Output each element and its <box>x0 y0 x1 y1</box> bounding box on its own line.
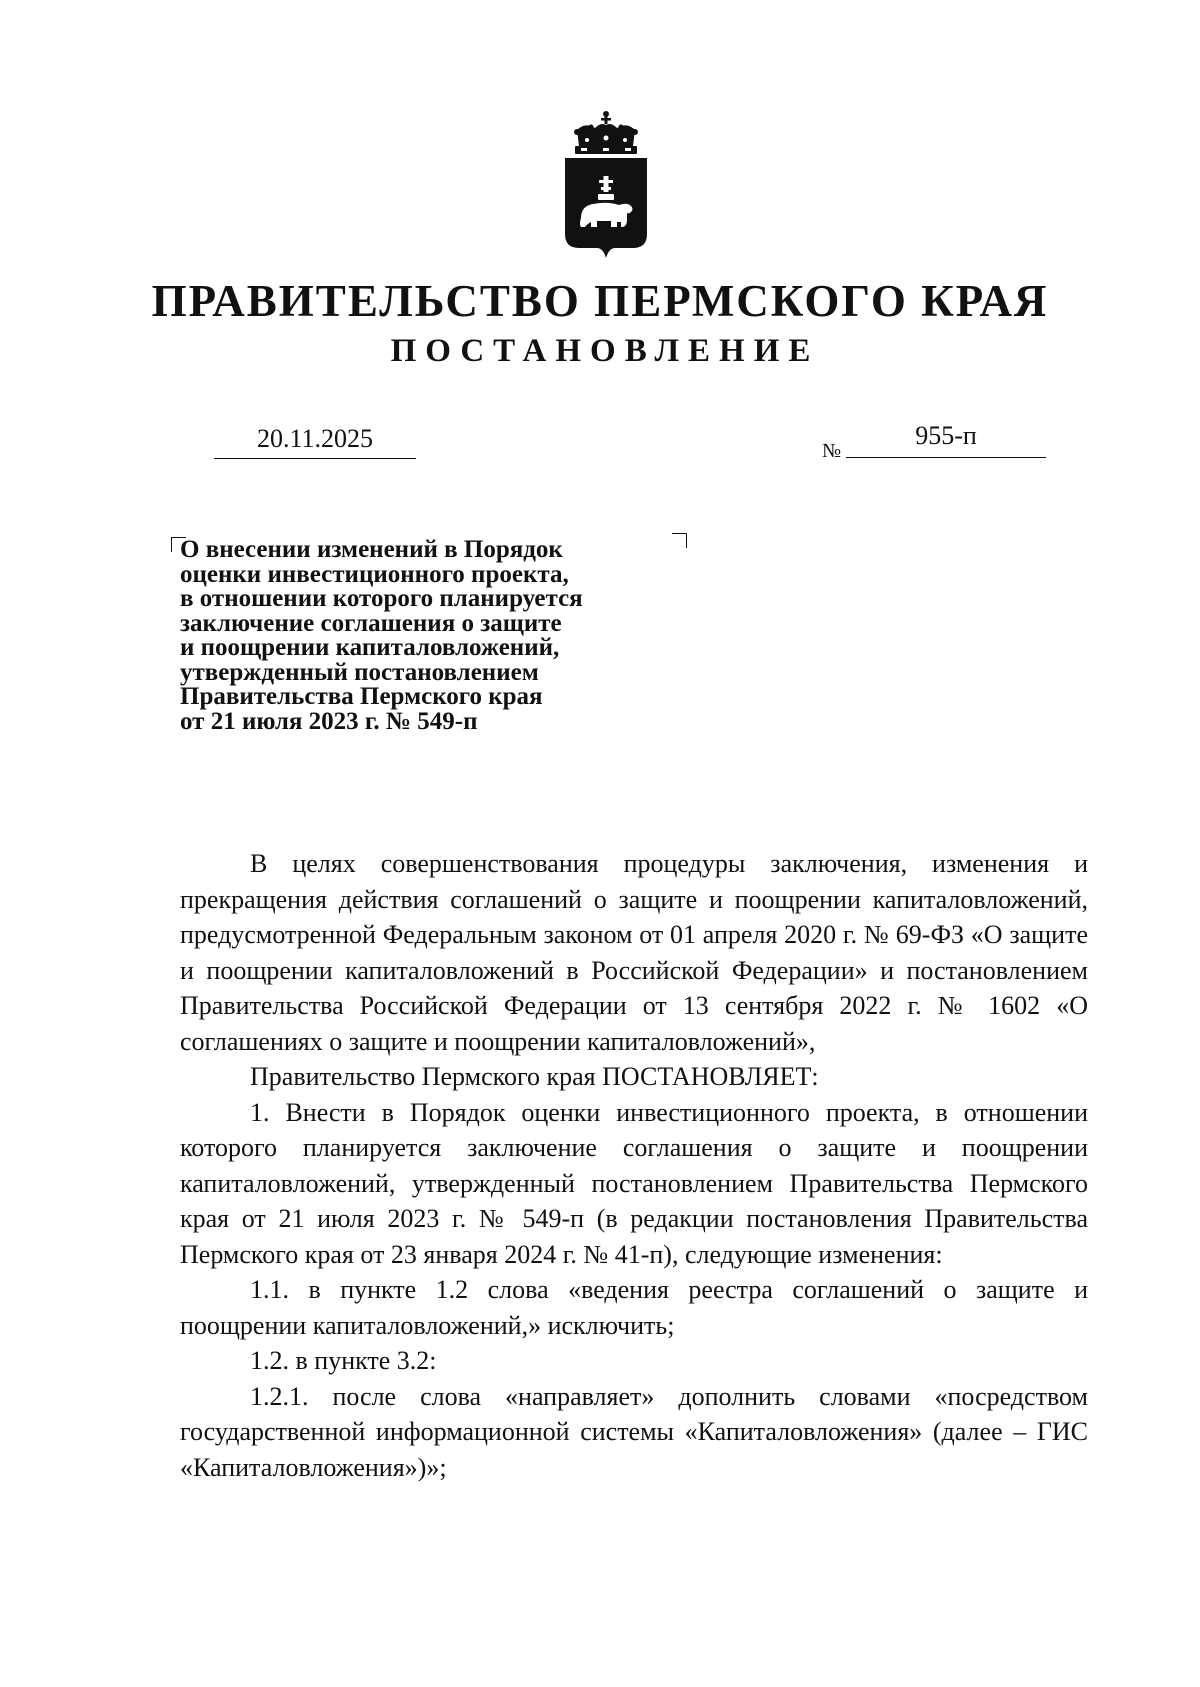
document-type: ПОСТАНОВЛЕНИЕ <box>390 333 820 369</box>
item-1-2-1-paragraph: 1.2.1. после слова «направляет» дополнить словами «посредством государственной информационной системы «Капиталовложения» (далее – ГИС «Капиталовложения»)»; <box>180 1381 1088 1482</box>
document-subject <box>180 538 700 734</box>
subject-line: в отношении которого планируется <box>180 585 583 612</box>
coat-of-arms-icon <box>563 108 649 260</box>
document-date: 20.11.2025 <box>214 422 416 459</box>
organization-title: ПРАВИТЕЛЬСТВО ПЕРМСКОГО КРАЯ <box>151 276 1049 326</box>
item-1-1-paragraph: 1.1. в пункте 1.2 слова «ведения реестра соглашений о защите и поощрении капиталовложений,» исключить; <box>180 1275 1088 1340</box>
preamble-paragraph: В целях совершенствования процедуры заключения, изменения и прекращения действия соглашений о защите и поощрении капиталовложений, предусмотренной Федеральным законом от 01 апреля 2020 г. № 69-ФЗ «О защите и поощрении капиталовложений в Российской Федерации» и постановлением Правительства Российской Федерации от 13 сентября 2022 г. № 1602 «О соглашениях о защите и поощрении капиталовложений», <box>180 849 1088 1056</box>
number-label: № <box>822 440 842 462</box>
subject-line: от 21 июля 2023 г. № 549-п <box>180 707 478 735</box>
subject-line: Правительства Пермского края <box>180 683 543 710</box>
subject-line: О внесении изменений в Порядок <box>180 536 563 563</box>
document-number: 955-п <box>846 419 1046 458</box>
subject-line: оценки инвестиционного проекта, <box>180 560 569 588</box>
item-1-2-paragraph: 1.2. в пункте 3.2: <box>250 1346 437 1375</box>
subject-line: утвержденный постановлением <box>180 658 539 686</box>
subject-line: заключение соглашения о защите <box>180 609 562 637</box>
item-1-paragraph: 1. Внести в Порядок оценки инвестиционного проекта, в отношении которого планируется заключение соглашения о защите и поощрении капиталовложений, утвержденный постановлением Правительства Пермского края от 21 июля 2023 г. № 549-п (в редакции постановления Правительства Пермского края от 23 января 2024 г. № 41-п), следующие изменения: <box>180 1097 1088 1269</box>
subject-line: и поощрении капиталовложений, <box>180 634 560 661</box>
document-body <box>180 846 1088 1485</box>
resolves-paragraph: Правительство Пермского края ПОСТАНОВЛЯЕТ: <box>250 1062 819 1091</box>
